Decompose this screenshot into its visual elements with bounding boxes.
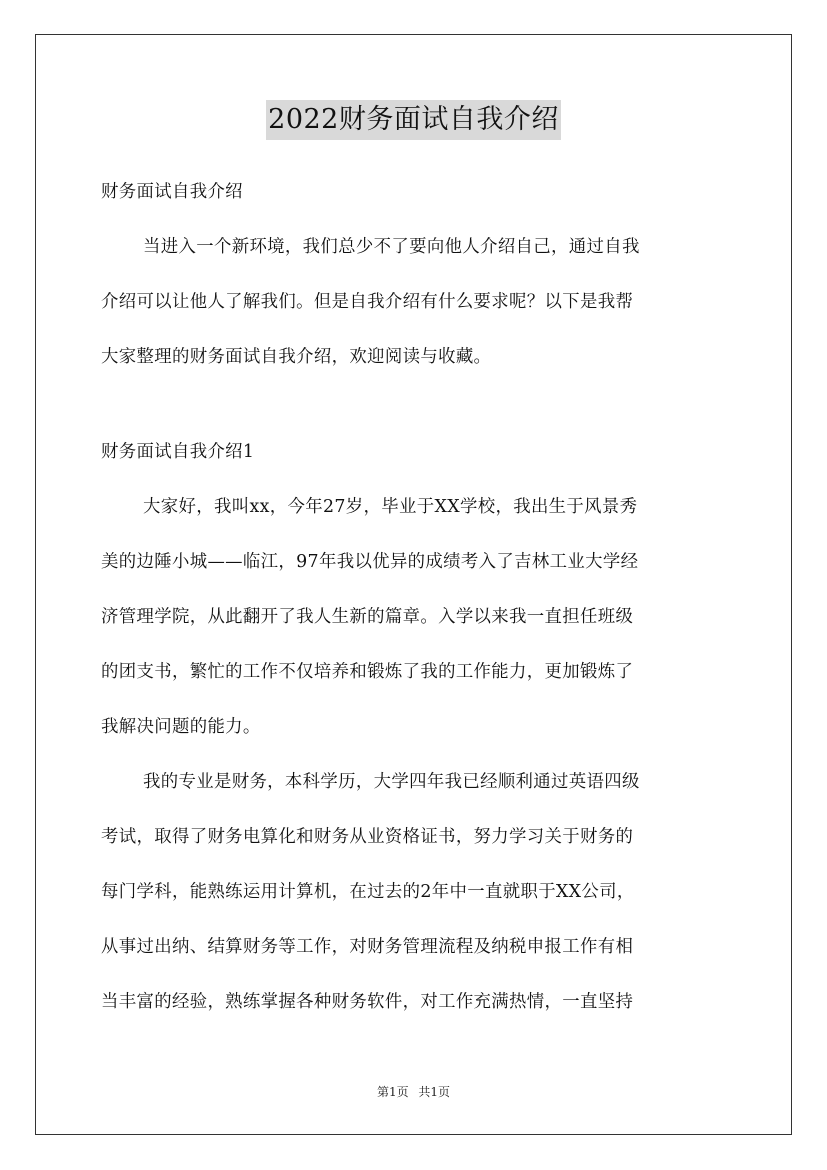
page-total: 共1页 (418, 1085, 451, 1099)
paragraph-1 (101, 493, 731, 742)
intro-paragraph (101, 233, 731, 372)
paragraph-line: 从事过出纳、结算财务等工作，对财务管理流程及纳税申报工作有相 (101, 937, 634, 957)
paragraph-line: 大家好，我叫xx，今年27岁，毕业于XX学校，我出生于风景秀 (143, 497, 638, 517)
document-body (101, 178, 731, 1043)
section-spacer (101, 398, 731, 438)
paragraph-2 (101, 768, 731, 1017)
document-subtitle: 财务面试自我介绍 (101, 182, 243, 202)
section-heading: 财务面试自我介绍1 (101, 442, 255, 462)
paragraph-line: 介绍可以让他人了解我们。但是自我介绍有什么要求呢？以下是我帮 (101, 292, 634, 312)
page-number: 第1页 (376, 1085, 409, 1099)
paragraph-line: 济管理学院，从此翻开了我人生新的篇章。入学以来我一直担任班级 (101, 607, 634, 627)
paragraph-line: 我的专业是财务，本科学历，大学四年我已经顺利通过英语四级 (143, 772, 640, 792)
paragraph-line: 每门学科，能熟练运用计算机，在过去的2年中一直就职于XX公司， (101, 882, 635, 902)
paragraph-line: 考试，取得了财务电算化和财务从业资格证书，努力学习关于财务的 (101, 827, 634, 847)
paragraph-line: 当进入一个新环境，我们总少不了要向他人介绍自己，通过自我 (143, 237, 640, 257)
paragraph-line: 当丰富的经验，熟练掌握各种财务软件，对工作充满热情，一直坚持 (101, 992, 634, 1012)
paragraph-line: 我解决问题的能力。 (101, 717, 261, 737)
paragraph-line: 美的边陲小城——临江，97年我以优异的成绩考入了吉林工业大学经 (101, 552, 639, 572)
paragraph-line: 的团支书，繁忙的工作不仅培养和锻炼了我的工作能力，更加锻炼了 (101, 662, 634, 682)
page-footer (0, 1083, 827, 1101)
paragraph-line: 大家整理的财务面试自我介绍，欢迎阅读与收藏。 (101, 347, 492, 367)
document-title: 2022财务面试自我介绍 (266, 100, 561, 140)
title-container (0, 100, 827, 140)
